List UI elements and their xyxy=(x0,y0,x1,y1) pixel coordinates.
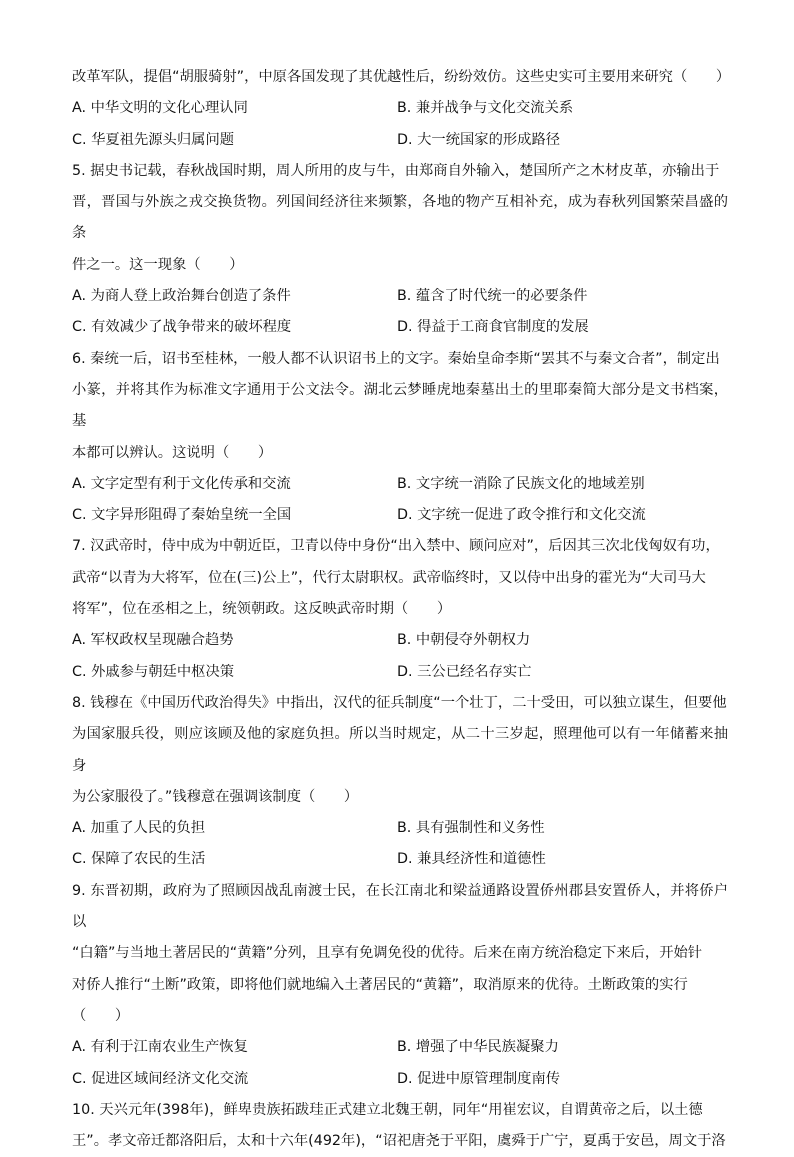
option-grid xyxy=(72,281,728,344)
question-stem-line: 将军”，位在丞相之上，统领朝政。这反映武帝时期（ ） xyxy=(72,601,452,618)
option-b: B. 兼并战争与文化交流关系 xyxy=(397,100,574,117)
option-grid xyxy=(72,813,728,876)
question-stem-line: 为国家服兵役，则应该顾及他的家庭负担。所以当时规定，从二十三岁起，照理他可以有一年储蓄来抽身 xyxy=(72,726,728,774)
option-grid xyxy=(72,469,728,532)
option-c: C. 外戚参与朝廷中枢决策 xyxy=(72,663,235,680)
question-stem-line: 对侨人推行“土断”政策，即将他们就地编入土著居民的“黄籍”，取消原来的优待。土断政策的实行 xyxy=(72,976,688,993)
question-stem-line: 王”。孝文帝迁都洛阳后，太和十六年(492年)，“诏祀唐尧于平阳，虞舜于广宁，夏禹于安邑，周文于洛 xyxy=(72,1133,726,1150)
option-d: D. 得益于工商食官制度的发展 xyxy=(397,319,589,336)
question-block xyxy=(72,344,728,532)
question-stem-line: 晋，晋国与外族之戎交换货物。列国间经济往来频繁，各地的物产互相补充，成为春秋列国繁荣昌盛的条 xyxy=(72,194,728,242)
question-stem-line: 本都可以辨认。这说明（ ） xyxy=(72,444,273,461)
option-c: C. 文字异形阻碍了秦始皇统一全国 xyxy=(72,507,292,524)
question-stem-line: 件之一。这一现象（ ） xyxy=(72,256,244,273)
option-a: A. 加重了人民的负担 xyxy=(72,820,205,837)
option-d: D. 大一统国家的形成路径 xyxy=(397,131,561,148)
question-stem-line: 5. 据史书记载，春秋战国时期，周人所用的皮与牛，由郑商自外输入，楚国所产之木材皮革，亦输出于 xyxy=(72,162,720,179)
question-stem-line: 小篆，并将其作为标准文字通用于公文法令。湖北云梦睡虎地秦墓出土的里耶秦简大部分是文书档案，基 xyxy=(72,381,728,430)
question-stem-line: 10. 天兴元年(398年)，鲜卑贵族拓跋珪正式建立北魏王朝，同年“用崔宏议，自谓黄帝之后，以土德 xyxy=(72,1101,703,1118)
option-b: B. 蕴含了时代统一的必要条件 xyxy=(397,288,588,305)
question-stem-line: 9. 东晋初期，政府为了照顾因战乱南渡士民，在长江南北和梁益通路设置侨州郡县安置侨人，并将侨户以 xyxy=(72,882,728,931)
question-stem-line: 8. 钱穆在《中国历代政治得失》中指出，汉代的征兵制度“一个壮丁，二十受田，可以独立谋生，但要他 xyxy=(72,694,727,711)
question-block xyxy=(72,876,728,1095)
option-c: C. 有效减少了战争带来的破坏程度 xyxy=(72,319,292,336)
question-stem-line: 武帝“以青为大将军，位在(三)公上”，代行太尉职权。武帝临终时，又以侍中出身的霍光为“大司马大 xyxy=(72,569,706,586)
question-stem-line: 6. 秦统一后，诏书至桂林，一般人都不认识诏书上的文字。秦始皇命李斯“罢其不与秦文合者”，制定出 xyxy=(72,350,720,367)
option-b: B. 具有强制性和义务性 xyxy=(397,820,545,837)
option-d: D. 文字统一促进了政令推行和文化交流 xyxy=(397,507,646,524)
option-d: D. 兼具经济性和道德性 xyxy=(397,851,546,868)
question-block xyxy=(72,1095,728,1157)
option-a: A. 文字定型有利于文化传承和交流 xyxy=(72,475,291,492)
option-a: A. 中华文明的文化心理认同 xyxy=(72,100,248,117)
option-grid xyxy=(72,625,728,688)
question-block xyxy=(72,531,728,687)
question-stem-line: 改革军队，提倡“胡服骑射”，中原各国发现了其优越性后，纷纷效仿。这些史实可主要用来研究（ ） xyxy=(72,69,731,85)
question-stem-line: （ ） xyxy=(72,1007,130,1024)
option-b: B. 文字统一消除了民族文化的地域差别 xyxy=(397,475,645,492)
option-a: A. 军权政权呈现融合趋势 xyxy=(72,632,234,649)
option-c: C. 促进区域间经济文化交流 xyxy=(72,1070,249,1087)
option-grid xyxy=(72,1032,728,1095)
question-stem-line: “白籍”与当地土著居民的“黄籍”分列，且享有免调免役的优待。后来在南方统治稳定下来后，开始针 xyxy=(72,945,703,962)
option-a: A. 有利于江南农业生产恢复 xyxy=(72,1039,248,1056)
question-block xyxy=(72,62,731,156)
option-d: D. 促进中原管理制度南传 xyxy=(397,1070,561,1087)
option-d: D. 三公已经名存实亡 xyxy=(397,663,532,680)
question-stem-line: 7. 汉武帝时，侍中成为中朝近臣，卫青以侍中身份“出入禁中、顾问应对”，后因其三次北伐匈奴有功， xyxy=(72,538,720,555)
question-stem-line: 为公家服役了。”钱穆意在强调该制度（ ） xyxy=(72,788,359,805)
question-block xyxy=(72,156,728,344)
question-block xyxy=(72,688,728,876)
option-c: C. 华夏祖先源头归属问题 xyxy=(72,131,235,148)
option-c: C. 保障了农民的生活 xyxy=(72,851,206,868)
option-a: A. 为商人登上政治舞台创造了条件 xyxy=(72,288,291,305)
option-b: B. 增强了中华民族凝聚力 xyxy=(397,1039,559,1056)
option-b: B. 中朝侵夺外朝权力 xyxy=(397,632,531,649)
option-grid xyxy=(72,93,728,156)
